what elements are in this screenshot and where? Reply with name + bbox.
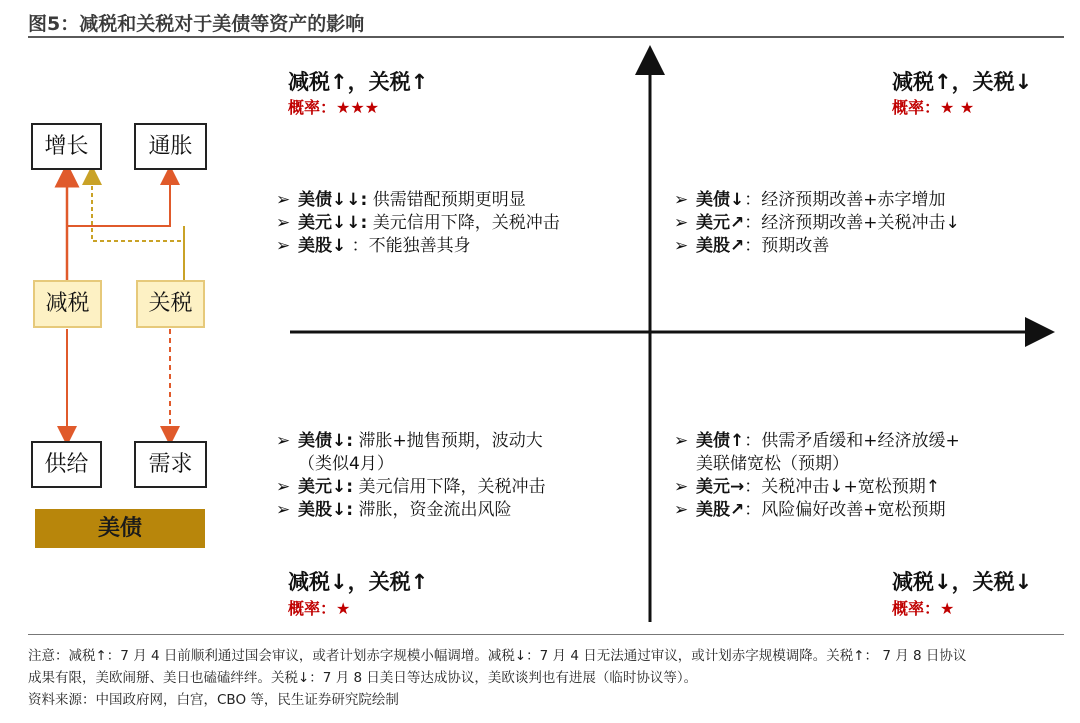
list-item: ➢ 美元↓↓: 美元信用下降，关税冲击 bbox=[276, 213, 560, 233]
inflation-box: 通胀 bbox=[134, 123, 207, 170]
quadrant-br-probability: 概率：★ bbox=[892, 599, 955, 618]
notes-divider bbox=[28, 634, 1064, 635]
tax-cut-box: 减税 bbox=[33, 280, 102, 328]
quadrant-bl-probability: 概率：★ bbox=[288, 599, 351, 618]
quadrant-tr-heading: 减税↑，关税↓ bbox=[892, 70, 1033, 94]
source-line: 资料来源：中国政府网，白宫，CBO 等，民生证券研究院绘制 bbox=[28, 692, 399, 708]
list-item: ➢ 美股↓: 滞胀，资金流出风险 bbox=[276, 500, 512, 520]
list-item: ➢ 美元→：关税冲击↓+宽松预期↑ bbox=[674, 477, 940, 497]
list-item: ➢ 美元↗：经济预期改善+关税冲击↓ bbox=[674, 213, 960, 233]
quadrant-br-heading: 减税↓，关税↓ bbox=[892, 570, 1033, 594]
quadrant-tl-list bbox=[276, 189, 560, 258]
quadrant-tl-probability: 概率：★★★ bbox=[288, 98, 380, 117]
quadrant-tr-list bbox=[674, 189, 960, 258]
list-item-continuation: 美联储宽松（预期） bbox=[696, 454, 849, 474]
quadrant-tr-probability: 概率：★ ★ bbox=[892, 98, 975, 117]
list-item: ➢ 美债↑：供需矛盾缓和+经济放缓+ bbox=[674, 431, 960, 451]
supply-box: 供给 bbox=[31, 441, 102, 488]
footnotes bbox=[28, 645, 966, 711]
list-item: ➢ 美股↓ ：不能独善其身 bbox=[276, 236, 471, 256]
list-item: ➢ 美债↓↓: 供需错配预期更明显 bbox=[276, 190, 526, 210]
growth-box: 增长 bbox=[31, 123, 102, 170]
demand-box: 需求 bbox=[134, 441, 207, 488]
list-item: ➢ 美债↓: 滞胀+抛售预期，波动大 bbox=[276, 431, 543, 451]
tariff-box: 关税 bbox=[136, 280, 205, 328]
quadrant-br-list bbox=[674, 430, 960, 522]
list-item: ➢ 美元↓: 美元信用下降，关税冲击 bbox=[276, 477, 546, 497]
list-item: ➢ 美债↓：经济预期改善+赤字增加 bbox=[674, 190, 946, 210]
quadrant-bl-heading: 减税↓，关税↑ bbox=[288, 570, 429, 594]
note-line-1: 注意：减税↑：7 月 4 日前顺利通过国会审议，或者计划赤字规模小幅调增。减税↓：7 月 4 日无法通过审议，或计划赤字规模调降。关税↑： 7 月 8 日协议 bbox=[28, 648, 967, 664]
quadrant-tl-heading: 减税↑，关税↑ bbox=[288, 70, 429, 94]
list-item: ➢ 美股↗：预期改善 bbox=[674, 236, 830, 256]
list-item: ➢ 美股↗：风险偏好改善+宽松预期 bbox=[674, 500, 946, 520]
list-item-continuation: （类似4月） bbox=[298, 454, 394, 474]
note-line-2: 成果有限，美欧闹掰、美日也磕磕绊绊。关税↓：7 月 8 日美日等达成协议，美欧谈判也有进展（临时协议等）。 bbox=[28, 670, 698, 686]
figure-title: 图5：减税和关税对于美债等资产的影响 bbox=[28, 13, 365, 35]
quadrant-bl-list bbox=[276, 430, 545, 522]
treasuries-bar: 美债 bbox=[35, 509, 205, 548]
